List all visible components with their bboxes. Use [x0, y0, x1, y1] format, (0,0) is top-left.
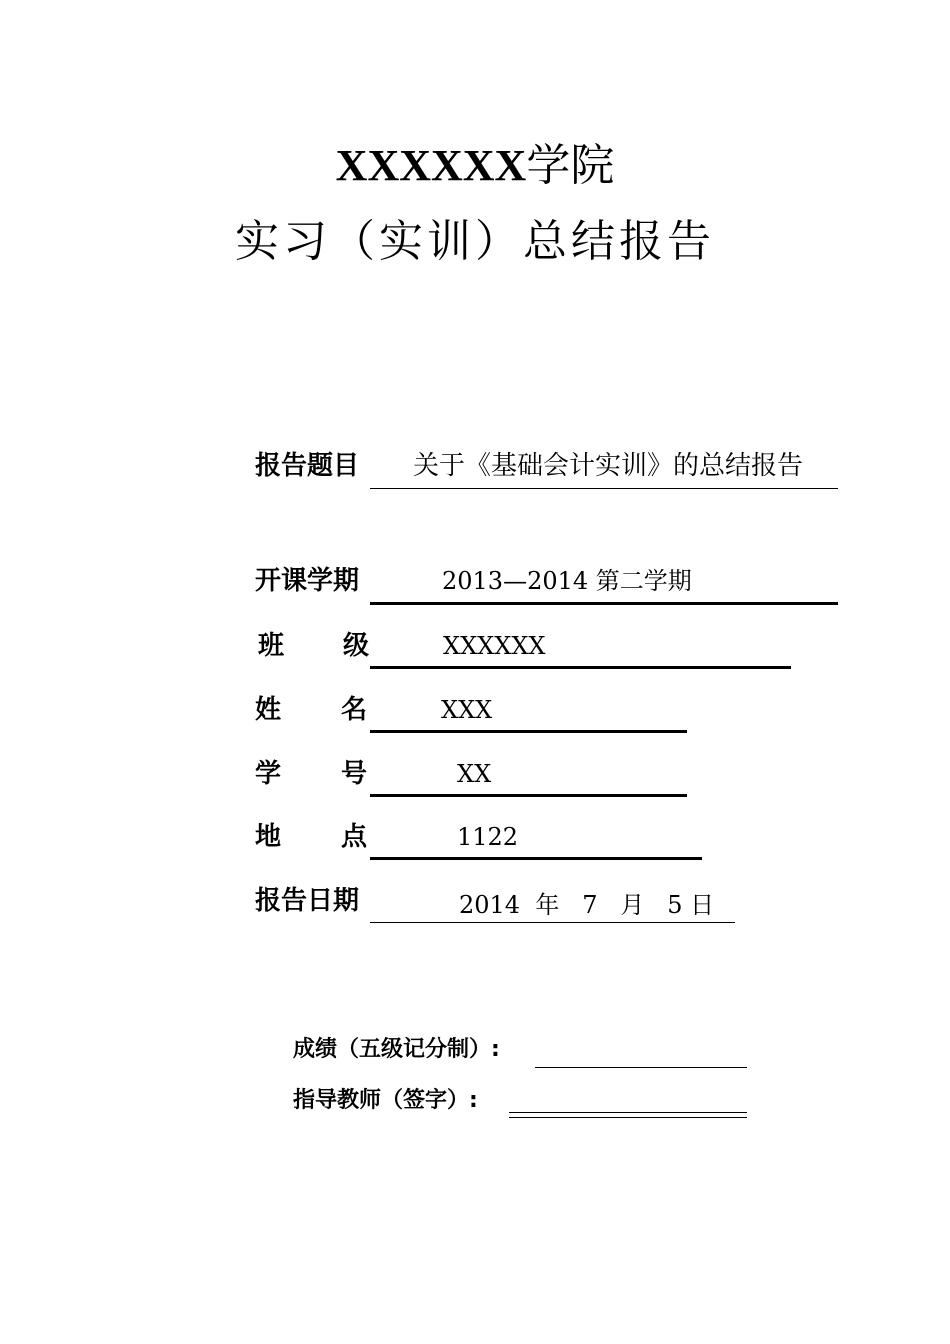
- term-underline: [370, 602, 838, 605]
- teacher-label: 指导教师（签字）:: [293, 1088, 478, 1113]
- report-title: 实习（实训）总结报告: [235, 216, 715, 267]
- grade-signature-line: [535, 1067, 747, 1068]
- date-value: 2014 年 7 月 5 日: [459, 891, 715, 919]
- place-underline: [370, 857, 702, 860]
- name-value: XXX: [441, 696, 493, 724]
- class-value: XXXXXX: [443, 632, 546, 660]
- date-underline: [370, 922, 735, 923]
- id-label-second: 号: [341, 759, 368, 789]
- topic-underline: [370, 488, 838, 489]
- name-label-second: 名: [341, 695, 368, 725]
- id-underline: [370, 794, 687, 797]
- id-value: XX: [457, 760, 492, 788]
- name-underline: [370, 730, 687, 733]
- place-label-first: 地: [255, 822, 282, 852]
- topic-label: 报告题目: [255, 451, 360, 481]
- institution-placeholder: XXXXXX: [335, 141, 527, 190]
- place-value: 1122: [457, 823, 519, 851]
- institution-name: [0, 140, 950, 192]
- term-value: 2013—2014 第二学期: [442, 567, 692, 595]
- institution-suffix: 学院: [526, 140, 615, 191]
- topic-value: 关于《基础会计实训》的总结报告: [413, 451, 804, 481]
- id-label-first: 学: [255, 759, 282, 789]
- class-label-first: 班: [258, 631, 285, 661]
- grade-label: 成绩（五级记分制）:: [293, 1037, 500, 1062]
- place-label-second: 点: [341, 822, 368, 852]
- term-label: 开课学期: [255, 566, 360, 596]
- class-underline: [370, 666, 791, 669]
- date-label: 报告日期: [255, 886, 360, 916]
- name-label-first: 姓: [255, 695, 282, 725]
- class-label-second: 级: [343, 631, 370, 661]
- teacher-signature-line: [509, 1112, 747, 1118]
